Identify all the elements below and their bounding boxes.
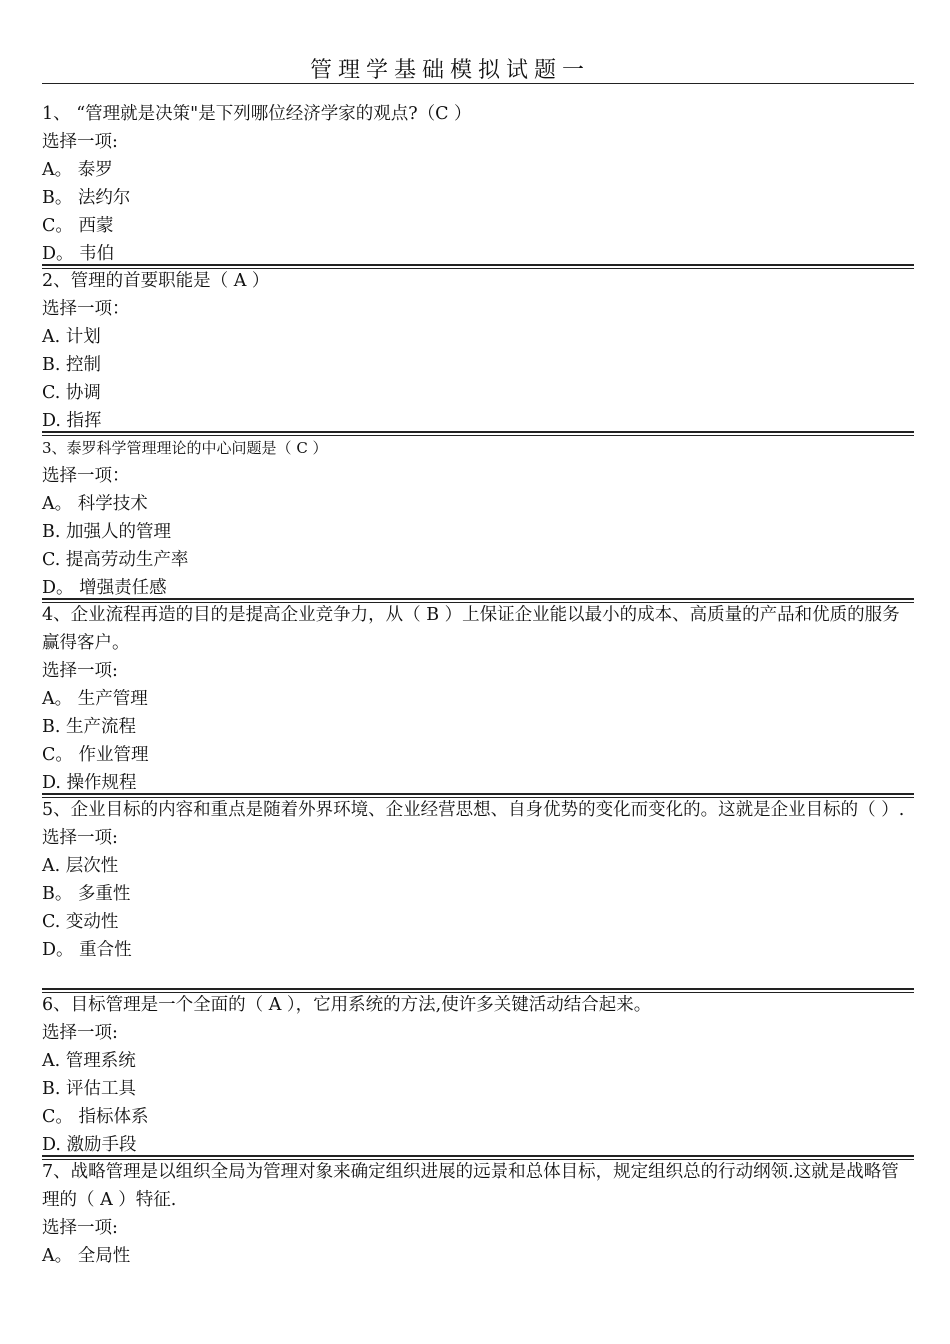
option-b: B. 控制 bbox=[42, 355, 101, 375]
option-b: B。 法约尔 bbox=[42, 188, 131, 208]
option-b: B. 评估工具 bbox=[42, 1079, 136, 1099]
question-4 bbox=[42, 601, 914, 797]
option-d: D。 增强责任感 bbox=[42, 578, 167, 598]
option-c: C。 作业管理 bbox=[42, 745, 149, 765]
question-stem: 5、企业目标的内容和重点是随着外界环境、企业经营思想、自身优势的变化而变化的。这就是企业目标的（ ）. bbox=[42, 800, 905, 820]
question-prompt: 选择一项： bbox=[42, 466, 130, 486]
question-stem: 7、战略管理是以组织全局为管理对象来确定组织进展的远景和总体目标，规定组织总的行动纲领.这就是战略管理的（ A ）特征. bbox=[42, 1162, 899, 1210]
question-7 bbox=[42, 1158, 914, 1270]
option-d: D. 激励手段 bbox=[42, 1135, 137, 1155]
question-stem: 6、目标管理是一个全面的（ A ），它用系统的方法,使许多关键活动结合起来。 bbox=[42, 995, 652, 1015]
question-prompt: 选择一项: bbox=[42, 1218, 118, 1238]
question-stem: 2、管理的首要职能是（ A ） bbox=[42, 271, 270, 291]
option-a: A. 管理系统 bbox=[42, 1051, 136, 1071]
question-prompt: 选择一项: bbox=[42, 828, 118, 848]
option-c: C. 变动性 bbox=[42, 912, 119, 932]
question-1 bbox=[42, 100, 914, 268]
option-d: D. 指挥 bbox=[42, 411, 102, 431]
title-divider bbox=[42, 83, 914, 84]
question-prompt: 选择一项: bbox=[42, 661, 118, 681]
question-5 bbox=[42, 796, 914, 964]
option-c: C。 指标体系 bbox=[42, 1107, 149, 1127]
option-a: A. 层次性 bbox=[42, 856, 119, 876]
option-c: C。 西蒙 bbox=[42, 216, 114, 236]
option-a: A。 全局性 bbox=[42, 1246, 131, 1266]
option-b: B. 加强人的管理 bbox=[42, 522, 171, 542]
option-c: C. 协调 bbox=[42, 383, 101, 403]
option-b: B. 生产流程 bbox=[42, 717, 136, 737]
question-6 bbox=[42, 991, 914, 1159]
question-3 bbox=[42, 434, 914, 602]
option-a: A。 科学技术 bbox=[42, 494, 148, 514]
question-stem: 3、泰罗科学管理理论的中心问题是（ C ） bbox=[42, 439, 328, 457]
question-stem: 1、 “管理就是决策"是下列哪位经济学家的观点?（C ） bbox=[42, 104, 472, 124]
question-stem: 4、企业流程再造的目的是提高企业竞争力，从（ B ）上保证企业能以最小的成本、高质量的产品和优质的服务赢得客户。 bbox=[42, 605, 900, 653]
question-prompt: 选择一项： bbox=[42, 299, 130, 319]
option-d: D。 韦伯 bbox=[42, 244, 115, 264]
option-b: B。 多重性 bbox=[42, 884, 131, 904]
option-a: A。 生产管理 bbox=[42, 689, 148, 709]
question-prompt: 选择一项: bbox=[42, 132, 118, 152]
option-c: C. 提高劳动生产率 bbox=[42, 550, 189, 570]
option-d: D。 重合性 bbox=[42, 940, 132, 960]
option-a: A。 泰罗 bbox=[42, 160, 113, 180]
option-d: D. 操作规程 bbox=[42, 773, 137, 793]
document-title: 管理学基础模拟试题一 bbox=[309, 58, 590, 83]
option-a: A. 计划 bbox=[42, 327, 101, 347]
question-2 bbox=[42, 267, 914, 435]
question-prompt: 选择一项: bbox=[42, 1023, 118, 1043]
